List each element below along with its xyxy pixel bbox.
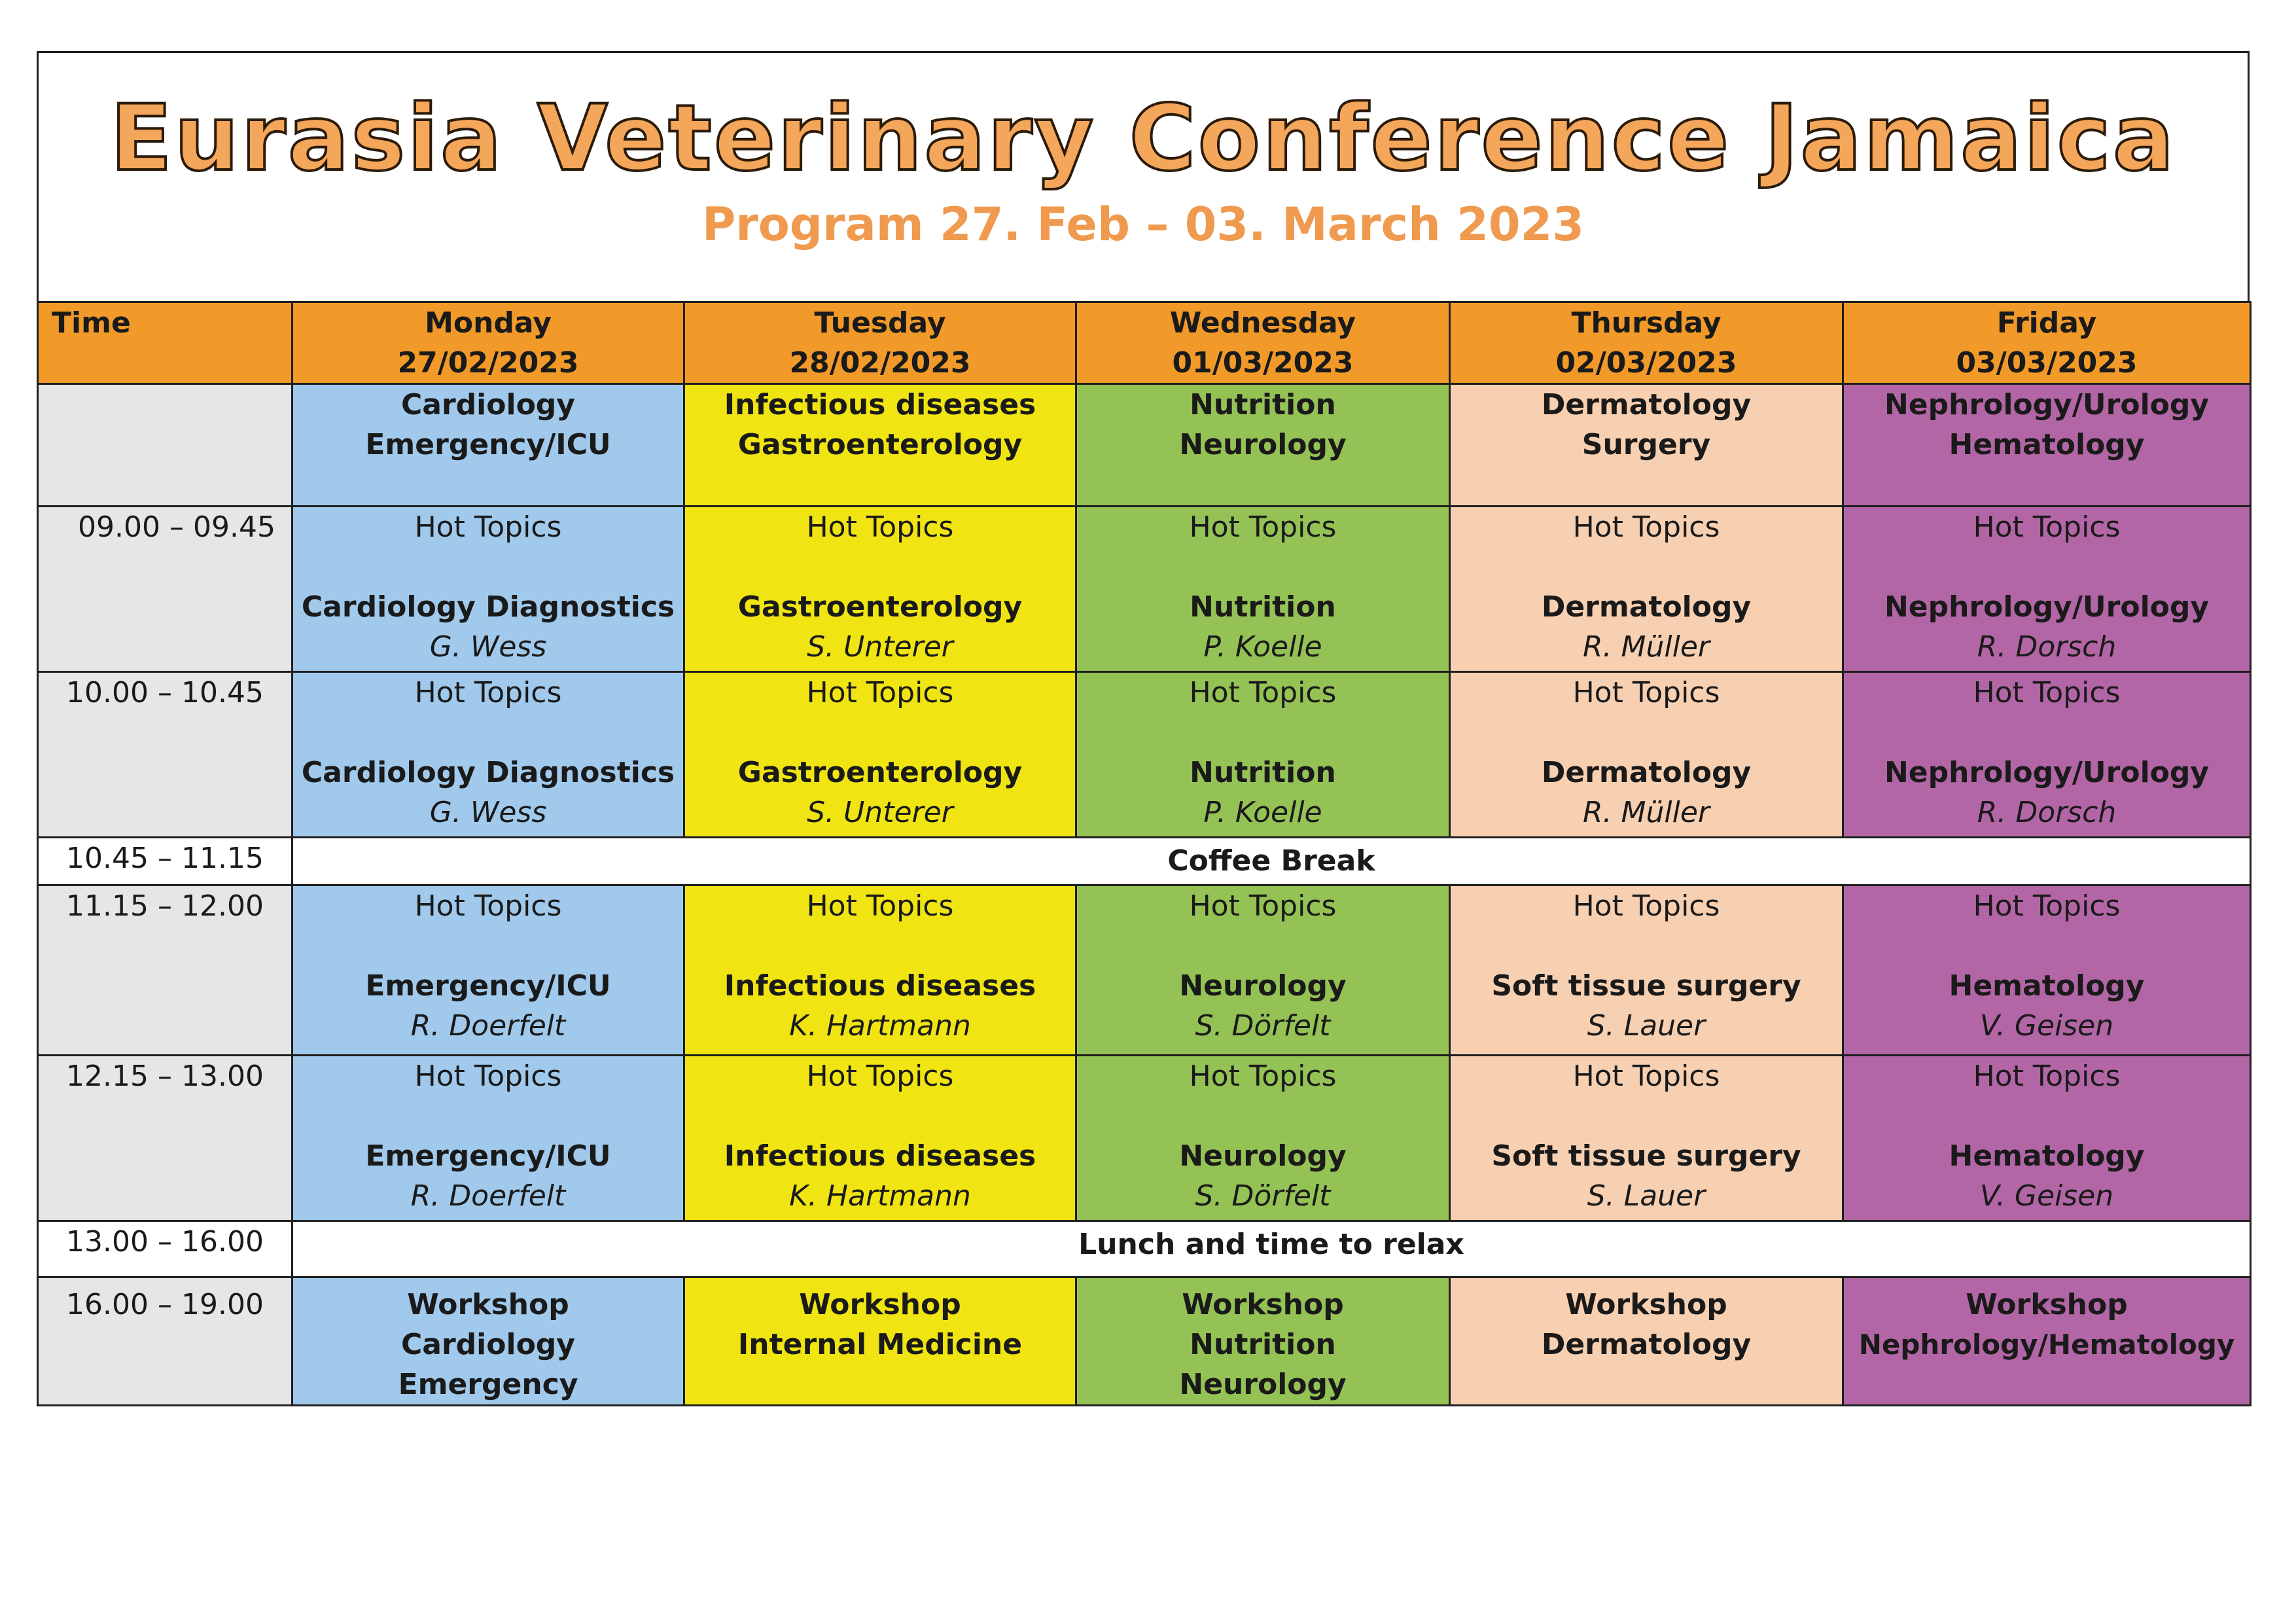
lunch-label: Lunch and time to relax [292, 1221, 2251, 1277]
session-tag: Hot Topics [806, 510, 954, 544]
session-topic: Soft tissue surgery [1491, 969, 1801, 1003]
workshop-line: Emergency [398, 1368, 578, 1401]
theme-cell [684, 384, 1076, 507]
page-subtitle: Program 27. Feb – 03. March 2023 [701, 198, 1585, 251]
session-cell [1076, 1056, 1450, 1221]
session-topic: Infectious diseases [724, 969, 1036, 1003]
theme-cell [1843, 384, 2251, 507]
time-cell: 10.45 – 11.15 [38, 838, 292, 885]
day-date: 28/02/2023 [789, 346, 971, 380]
session-cell [684, 1056, 1076, 1221]
session-topic: Emergency/ICU [365, 969, 611, 1003]
session-tag: Hot Topics [414, 1060, 562, 1093]
session-speaker: S. Unterer [807, 796, 953, 829]
day-date: 03/03/2023 [1956, 346, 2138, 380]
session-tag: Hot Topics [1572, 510, 1720, 544]
day-header-monday [292, 302, 684, 384]
session-speaker: K. Hartmann [789, 1009, 971, 1043]
session-tag: Hot Topics [1189, 889, 1337, 923]
time-cell: 10.00 – 10.45 [38, 672, 292, 838]
session-tag: Hot Topics [1973, 889, 2121, 923]
theme-cell [1450, 384, 1843, 507]
session-tag: Hot Topics [1973, 510, 2121, 544]
theme-line: Cardiology [401, 388, 575, 421]
time-cell-empty [38, 384, 292, 507]
session-tag: Hot Topics [1973, 1060, 2121, 1093]
session-tag: Hot Topics [1572, 1060, 1720, 1093]
session-cell [1450, 1056, 1843, 1221]
theme-line: Dermatology [1541, 388, 1752, 421]
session-speaker: G. Wess [429, 796, 547, 829]
session-topic: Dermatology [1541, 756, 1752, 789]
session-topic: Neurology [1179, 1139, 1347, 1173]
session-tag: Hot Topics [806, 676, 954, 709]
theme-line: Gastroenterology [737, 428, 1023, 461]
session-topic: Dermatology [1541, 590, 1752, 624]
time-cell: 12.15 – 13.00 [38, 1056, 292, 1221]
time-cell: 09.00 – 09.45 [38, 507, 292, 672]
session-speaker: R. Dorsch [1977, 796, 2117, 829]
header-row [38, 302, 2251, 384]
session-speaker: R. Doerfelt [410, 1179, 566, 1213]
session-cell [1843, 1056, 2251, 1221]
workshop-line: Workshop [407, 1288, 569, 1321]
day-date: 27/02/2023 [397, 346, 579, 380]
theme-line: Infectious diseases [724, 388, 1036, 421]
time-column-header: Time [38, 302, 292, 384]
theme-line: Nephrology/Urology [1884, 388, 2210, 421]
session-row [38, 672, 2251, 838]
time-cell: 11.15 – 12.00 [38, 885, 292, 1056]
workshop-line: Dermatology [1541, 1328, 1752, 1361]
session-row [38, 1056, 2251, 1221]
workshop-line: Cardiology [401, 1328, 575, 1361]
workshop-line: Neurology [1179, 1368, 1347, 1401]
session-speaker: K. Hartmann [789, 1179, 971, 1213]
session-cell [1843, 885, 2251, 1056]
day-header-friday [1843, 302, 2251, 384]
session-topic: Nephrology/Urology [1884, 590, 2210, 624]
session-topic: Cardiology Diagnostics [301, 590, 675, 624]
session-tag: Hot Topics [414, 510, 562, 544]
program-frame [37, 51, 2250, 1405]
session-speaker: V. Geisen [1979, 1009, 2114, 1043]
session-cell [1076, 885, 1450, 1056]
session-topic: Soft tissue surgery [1491, 1139, 1801, 1173]
session-speaker: V. Geisen [1979, 1179, 2114, 1213]
session-tag: Hot Topics [1189, 510, 1337, 544]
schedule-table [37, 301, 2252, 1406]
coffee-break-label: Coffee Break [292, 838, 2251, 885]
session-topic: Cardiology Diagnostics [301, 756, 675, 789]
session-cell [292, 885, 684, 1056]
day-date: 02/03/2023 [1555, 346, 1737, 380]
theme-cell [292, 384, 684, 507]
session-cell [292, 507, 684, 672]
day-date: 01/03/2023 [1172, 346, 1354, 380]
session-speaker: R. Müller [1582, 630, 1710, 664]
session-cell [1076, 672, 1450, 838]
workshop-line: Internal Medicine [737, 1328, 1023, 1361]
session-speaker: P. Koelle [1203, 630, 1322, 664]
session-row [38, 507, 2251, 672]
session-tag: Hot Topics [1572, 889, 1720, 923]
coffee-break-row [38, 838, 2251, 885]
workshop-row [38, 1277, 2251, 1406]
session-row [38, 885, 2251, 1056]
session-topic: Gastroenterology [737, 756, 1023, 789]
session-tag: Hot Topics [414, 676, 562, 709]
session-topic: Hematology [1949, 969, 2145, 1003]
theme-line: Neurology [1179, 428, 1347, 461]
session-cell [684, 672, 1076, 838]
session-speaker: R. Müller [1582, 796, 1710, 829]
session-topic: Gastroenterology [737, 590, 1023, 624]
workshop-line: Nephrology/Hematology [1858, 1329, 2235, 1361]
session-speaker: G. Wess [429, 630, 547, 664]
session-topic: Infectious diseases [724, 1139, 1036, 1173]
session-tag: Hot Topics [1189, 676, 1337, 709]
day-name: Monday [425, 306, 552, 340]
session-speaker: R. Doerfelt [410, 1009, 566, 1043]
workshop-cell [1843, 1277, 2251, 1406]
time-cell: 13.00 – 16.00 [38, 1221, 292, 1277]
session-speaker: S. Lauer [1587, 1009, 1706, 1043]
session-topic: Neurology [1179, 969, 1347, 1003]
day-name: Friday [1996, 306, 2097, 340]
workshop-line: Nutrition [1190, 1328, 1336, 1361]
day-name: Thursday [1571, 306, 1722, 340]
session-speaker: P. Koelle [1203, 796, 1322, 829]
session-tag: Hot Topics [806, 1060, 954, 1093]
workshop-line: Workshop [799, 1288, 961, 1321]
session-topic: Nutrition [1190, 756, 1336, 789]
lunch-row [38, 1221, 2251, 1277]
theme-line: Surgery [1581, 428, 1711, 461]
session-speaker: S. Dörfelt [1195, 1179, 1331, 1213]
session-tag: Hot Topics [1973, 676, 2121, 709]
session-cell [1450, 885, 1843, 1056]
workshop-cell [1076, 1277, 1450, 1406]
theme-line: Nutrition [1190, 388, 1336, 421]
session-tag: Hot Topics [414, 889, 562, 923]
session-speaker: S. Dörfelt [1195, 1009, 1331, 1043]
session-topic: Nutrition [1190, 590, 1336, 624]
day-header-tuesday [684, 302, 1076, 384]
day-name: Tuesday [814, 306, 946, 340]
day-name: Wednesday [1169, 306, 1356, 340]
session-topic: Hematology [1949, 1139, 2145, 1173]
time-cell: 16.00 – 19.00 [38, 1277, 292, 1406]
theme-line: Emergency/ICU [365, 428, 611, 461]
session-cell [684, 507, 1076, 672]
session-tag: Hot Topics [1572, 676, 1720, 709]
day-header-wednesday [1076, 302, 1450, 384]
session-topic: Emergency/ICU [365, 1139, 611, 1173]
session-tag: Hot Topics [1189, 1060, 1337, 1093]
session-speaker: S. Lauer [1587, 1179, 1706, 1213]
workshop-line: Workshop [1966, 1288, 2128, 1321]
header [39, 53, 2248, 301]
session-cell [1076, 507, 1450, 672]
theme-line: Hematology [1949, 428, 2145, 461]
session-cell [1843, 672, 2251, 838]
session-topic: Nephrology/Urology [1884, 756, 2210, 789]
session-cell [1450, 507, 1843, 672]
session-cell [1843, 507, 2251, 672]
workshop-cell [292, 1277, 684, 1406]
page-title: Eurasia Veterinary Conference Jamaica [110, 85, 2176, 191]
session-cell [292, 1056, 684, 1221]
session-cell [292, 672, 684, 838]
session-tag: Hot Topics [806, 889, 954, 923]
session-cell [1450, 672, 1843, 838]
workshop-line: Workshop [1565, 1288, 1727, 1321]
workshop-cell [684, 1277, 1076, 1406]
workshop-line: Workshop [1182, 1288, 1344, 1321]
workshop-cell [1450, 1277, 1843, 1406]
themes-row [38, 384, 2251, 507]
session-speaker: R. Dorsch [1977, 630, 2117, 664]
session-cell [684, 885, 1076, 1056]
day-header-thursday [1450, 302, 1843, 384]
theme-cell [1076, 384, 1450, 507]
session-speaker: S. Unterer [807, 630, 953, 664]
